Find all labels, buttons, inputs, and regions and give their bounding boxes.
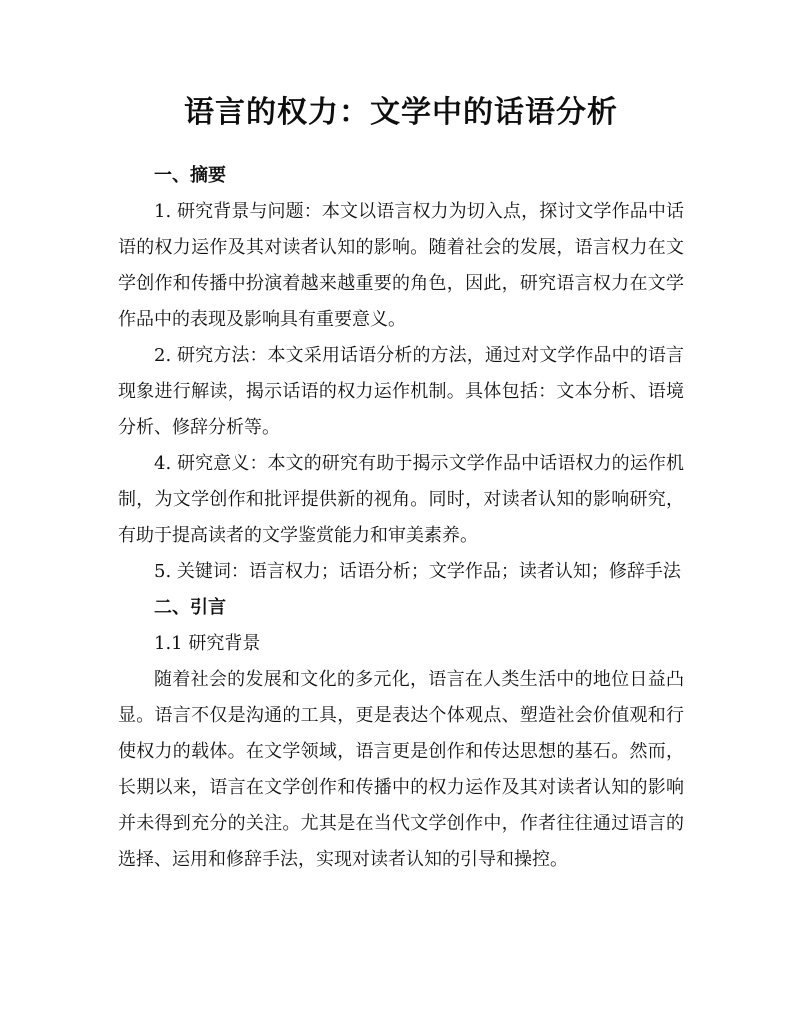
abstract-paragraph-keywords: 5. 关键词：语言权力；话语分析；文学作品；读者认知；修辞手法 — [154, 561, 681, 582]
introduction-paragraph: 随着社会的发展和文化的多元化，语言在人类生活中的地位日益凸显。语言不仅是沟通的工具，更是表达个体观点、塑造社会价值观和行使权力的载体。在文学领域，语言更是创作和传达思想的基石。然而，长期以来，语言在文学创作和传播中的权力运作及其对读者认知的影响并未得到充分的关注。尤其是在当代文学创作中，作者往往通过语言的选择、运用和修辞手法，实现对读者认知的引导和操控。 — [118, 669, 684, 870]
document-title: 语言的权力：文学中的话语分析 — [184, 95, 618, 130]
introduction-section — [118, 590, 684, 878]
abstract-section — [118, 158, 684, 590]
introduction-heading: 二、引言 — [154, 597, 226, 618]
research-background-subheading: 1.1 研究背景 — [154, 633, 261, 654]
abstract-paragraph-background: 1. 研究背景与问题：本文以语言权力为切入点，探讨文学作品中话语的权力运作及其对读者认知的影响。随着社会的发展，语言权力在文学创作和传播中扮演着越来越重要的角色，因此，研究语言权力在文学作品中的表现及影响具有重要意义。 — [118, 201, 684, 330]
abstract-paragraph-significance: 4. 研究意义：本文的研究有助于揭示文学作品中话语权力的运作机制，为文学创作和批评提供新的视角。同时，对读者认知的影响研究，有助于提高读者的文学鉴赏能力和审美素养。 — [118, 453, 684, 546]
abstract-heading: 一、摘要 — [154, 165, 226, 186]
abstract-paragraph-method: 2. 研究方法：本文采用话语分析的方法，通过对文学作品中的语言现象进行解读，揭示话语的权力运作机制。具体包括：文本分析、语境分析、修辞分析等。 — [118, 345, 684, 438]
